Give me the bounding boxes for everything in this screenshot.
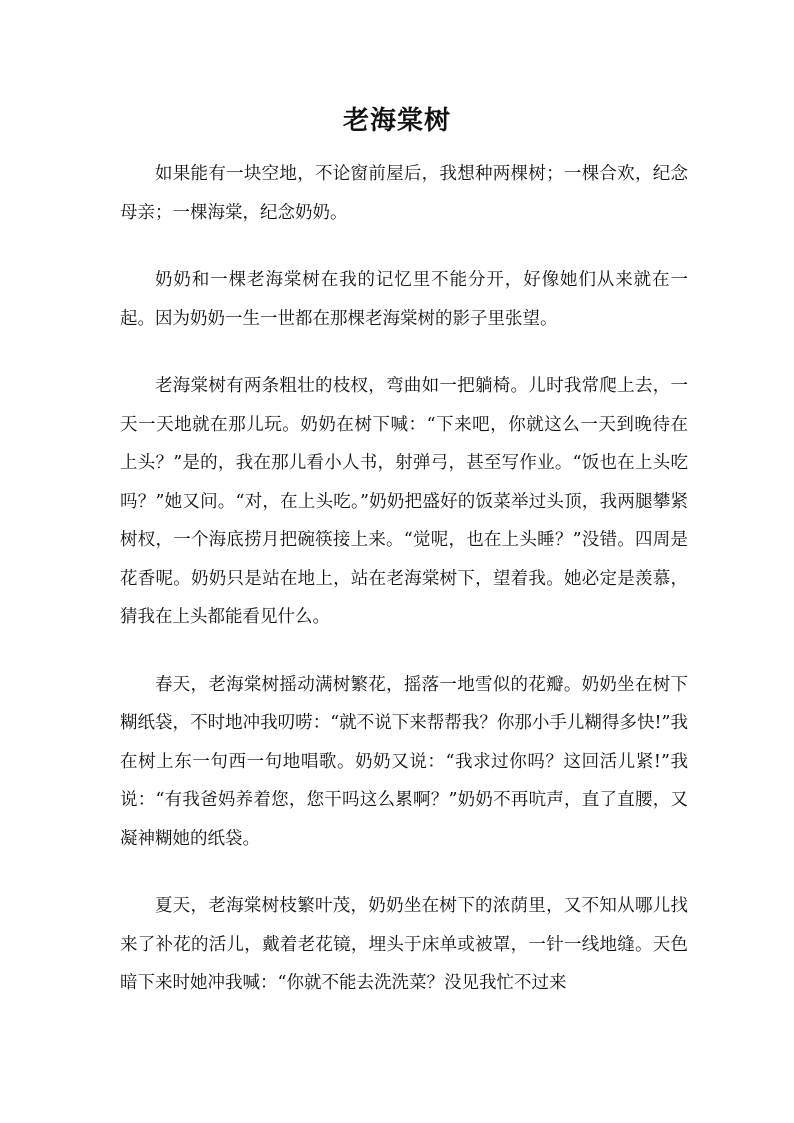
article-body (120, 155, 688, 1032)
paragraph-4: 春天，老海棠树摇动满树繁花，摇落一地雪似的花瓣。奶奶坐在树下糊纸袋，不时地冲我叨唠：“就不说下来帮帮我？你那小手儿糊得多快!”我在树上东一句西一句地唱歌。奶奶又说：“我求过你吗？这回活儿紧!”我说：“有我爸妈养着您，您干吗这么累啊？”奶奶不再吭声，直了直腰，又凝神糊她的纸袋。 (120, 674, 688, 849)
page-title: 老海棠树 (342, 106, 451, 136)
paragraph-3: 老海棠树有两条粗壮的枝杈，弯曲如一把躺椅。儿时我常爬上去，一天一天地就在那儿玩。奶奶在树下喊：“下来吧，你就这么一天到晚待在上头？”是的，我在那儿看小人书，射弹弓，甚至写作业。“饭也在上头吃吗？”她又问。“对，在上头吃。”奶奶把盛好的饭菜举过头顶，我两腿攀紧树杈，一个海底捞月把碗筷接上来。“觉呢，也在上头睡？”没错。四周是花香呢。奶奶只是站在地上，站在老海棠树下，望着我。她必定是羡慕，猜我在上头都能看见什么。 (120, 376, 688, 627)
paragraph-5: 夏天，老海棠树枝繁叶茂，奶奶坐在树下的浓荫里，又不知从哪儿找来了补花的活儿，戴着老花镜，埋头于床单或被罩，一针一线地缝。天色暗下来时她冲我喊：“你就不能去洗洗菜？没见我忙不过来 (120, 896, 688, 993)
paragraph-2: 奶奶和一棵老海棠树在我的记忆里不能分开，好像她们从来就在一起。因为奶奶一生一世都在那棵老海棠树的影子里张望。 (120, 270, 688, 329)
paragraph-1: 如果能有一块空地，不论窗前屋后，我想种两棵树；一棵合欢，纪念母亲；一棵海棠，纪念奶奶。 (120, 164, 688, 223)
